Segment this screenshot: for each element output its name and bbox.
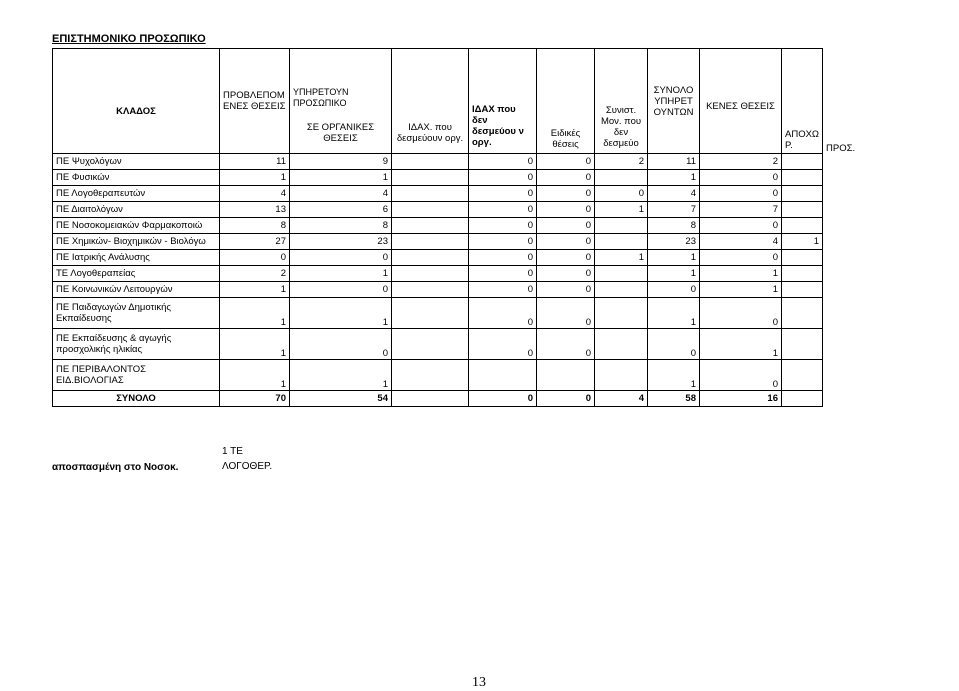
total-row (53, 391, 877, 407)
cell-synist (595, 298, 648, 329)
kladas-line-2: προσχολικής ηλικίας (56, 344, 143, 355)
cell-org: 23 (290, 234, 392, 250)
cell-apox: 1 (782, 234, 823, 250)
cell-org: 54 (290, 391, 392, 407)
cell-org: 1 (290, 360, 392, 391)
cell-synolo: 1 (648, 298, 700, 329)
cell-provl: 4 (220, 186, 290, 202)
cell-provl: 0 (220, 250, 290, 266)
kladas-line-1: ΠΕ ΠΕΡΙΒΑΛΟΝΤΟΣ (56, 364, 146, 375)
table-row (53, 266, 877, 282)
cell-apox (782, 360, 823, 391)
table-row (53, 234, 877, 250)
cell-idax_den: 0 (469, 250, 537, 266)
cell-kladas: ΠΕ Φυσικών (53, 170, 220, 186)
cell-kladas (53, 329, 220, 360)
cell-idax (392, 218, 469, 234)
cell-idax (392, 234, 469, 250)
cell-synist (595, 170, 648, 186)
header-kenes: ΚΕΝΕΣ ΘΕΣΕΙΣ (700, 49, 782, 154)
cell-synolo: 4 (648, 186, 700, 202)
cell-idax (392, 360, 469, 391)
cell-apox (782, 391, 823, 407)
cell-apox (782, 154, 823, 170)
cell-apox (782, 266, 823, 282)
cell-eidikes: 0 (537, 282, 595, 298)
header-ypiretoun: ΥΠΗΡΕΤΟΥΝ ΠΡΟΣΩΠΙΚΟ (293, 87, 349, 108)
cell-kenes: 0 (700, 298, 782, 329)
table-row (53, 360, 877, 391)
cell-pros (823, 266, 877, 282)
cell-provl: 1 (220, 329, 290, 360)
cell-org: 9 (290, 154, 392, 170)
cell-synist (595, 329, 648, 360)
cell-provl: 2 (220, 266, 290, 282)
cell-provl: 11 (220, 154, 290, 170)
header-kladas: ΚΛΑΔΟΣ (53, 49, 220, 154)
cell-provl: 8 (220, 218, 290, 234)
cell-idax_den: 0 (469, 202, 537, 218)
cell-synolo: 11 (648, 154, 700, 170)
cell-kladas (53, 360, 220, 391)
table-row (53, 282, 877, 298)
cell-idax_den: 0 (469, 298, 537, 329)
cell-org: 8 (290, 218, 392, 234)
header-pros: ΠΡΟΣ. (823, 49, 877, 154)
document-title: ΕΠΙΣΤΗΜΟΝΙΚΟ ΠΡΟΣΩΠΙΚΟ (52, 33, 206, 45)
cell-org: 4 (290, 186, 392, 202)
table-row (53, 329, 877, 360)
cell-provl: 1 (220, 282, 290, 298)
cell-synist: 0 (595, 186, 648, 202)
cell-eidikes: 0 (537, 266, 595, 282)
cell-kladas: ΠΕ Λογοθεραπευτών (53, 186, 220, 202)
table-row (53, 170, 877, 186)
cell-idax (392, 250, 469, 266)
cell-synist (595, 218, 648, 234)
cell-synist: 1 (595, 202, 648, 218)
cell-apox (782, 329, 823, 360)
table-row (53, 154, 877, 170)
cell-pros (823, 298, 877, 329)
cell-synolo: 0 (648, 329, 700, 360)
cell-eidikes: 0 (537, 170, 595, 186)
header-eidikes: Ειδικές θέσεις (537, 49, 595, 154)
cell-eidikes: 0 (537, 250, 595, 266)
cell-idax (392, 266, 469, 282)
cell-idax (392, 329, 469, 360)
cell-kenes: 16 (700, 391, 782, 407)
cell-eidikes: 0 (537, 154, 595, 170)
cell-idax (392, 391, 469, 407)
cell-idax_den: 0 (469, 154, 537, 170)
cell-kenes: 0 (700, 186, 782, 202)
table-row (53, 186, 877, 202)
cell-idax_den (469, 360, 537, 391)
cell-synist (595, 360, 648, 391)
header-organikes: ΥΠΗΡΕΤΟΥΝ ΠΡΟΣΩΠΙΚΟ ΣΕ ΟΡΓΑΝΙΚΕΣ ΘΕΣΕΙΣ (290, 49, 392, 154)
cell-idax_den: 0 (469, 329, 537, 360)
kladas-line-2: ΕΙΔ.ΒΙΟΛΟΓΙΑΣ (56, 375, 124, 386)
cell-pros (823, 170, 877, 186)
cell-idax_den: 0 (469, 266, 537, 282)
cell-provl: 13 (220, 202, 290, 218)
table-row (53, 218, 877, 234)
cell-eidikes (537, 360, 595, 391)
cell-kladas: ΠΕ Ψυχολόγων (53, 154, 220, 170)
cell-synolo: 7 (648, 202, 700, 218)
table-body (53, 49, 877, 407)
cell-total-label: ΣΥΝΟΛΟ (53, 391, 220, 407)
cell-synolo: 1 (648, 250, 700, 266)
cell-kenes: 0 (700, 170, 782, 186)
cell-pros (823, 218, 877, 234)
cell-apox (782, 298, 823, 329)
cell-kladas: ΠΕ Νοσοκομειακών Φαρμακοποιώ (53, 218, 220, 234)
cell-synolo: 1 (648, 170, 700, 186)
cell-kenes: 0 (700, 360, 782, 391)
cell-pros (823, 329, 877, 360)
cell-synist (595, 266, 648, 282)
cell-idax_den: 0 (469, 282, 537, 298)
cell-pros (823, 360, 877, 391)
cell-org: 1 (290, 298, 392, 329)
kladas-line-1: ΠΕ Παιδαγωγών Δημοτικής (56, 302, 172, 313)
header-idax-den: ΙΔΑΧ που δεν δεσμεύου ν οργ. (469, 49, 537, 154)
staff-table (52, 48, 877, 407)
page-number: 13 (472, 675, 486, 690)
footer-secondment: αποσπασμένη στο Νοσοκ. (52, 462, 179, 473)
table-row (53, 298, 877, 329)
cell-kenes: 1 (700, 266, 782, 282)
cell-synist: 2 (595, 154, 648, 170)
cell-pros (823, 186, 877, 202)
cell-synolo: 0 (648, 282, 700, 298)
cell-pros (823, 234, 877, 250)
cell-idax (392, 202, 469, 218)
cell-synolo: 1 (648, 360, 700, 391)
cell-kladas (53, 298, 220, 329)
cell-pros (823, 202, 877, 218)
cell-apox (782, 186, 823, 202)
cell-kladas: ΠΕ Διαιτολόγων (53, 202, 220, 218)
table-row (53, 250, 877, 266)
header-idax: ΙΔΑΧ. που δεσμεύουν οργ. (392, 49, 469, 154)
cell-pros (823, 391, 877, 407)
cell-provl: 1 (220, 170, 290, 186)
cell-org: 0 (290, 250, 392, 266)
cell-synist (595, 234, 648, 250)
cell-synolo: 8 (648, 218, 700, 234)
cell-kenes: 0 (700, 218, 782, 234)
cell-provl: 1 (220, 298, 290, 329)
cell-kenes: 1 (700, 282, 782, 298)
cell-pros (823, 154, 877, 170)
footer-note: 1 ΤΕ ΛΟΓΟΘΕΡ. (222, 446, 273, 472)
cell-idax_den: 0 (469, 170, 537, 186)
cell-kenes: 1 (700, 329, 782, 360)
cell-apox (782, 202, 823, 218)
cell-eidikes: 0 (537, 234, 595, 250)
cell-synolo: 1 (648, 266, 700, 282)
cell-provl: 27 (220, 234, 290, 250)
cell-kenes: 2 (700, 154, 782, 170)
table-row (53, 202, 877, 218)
cell-provl: 1 (220, 360, 290, 391)
header-synolo: ΣΥΝΟΛΟ ΥΠΗΡΕΤ ΟΥΝΤΩΝ (648, 49, 700, 154)
header-apoxor: ΑΠΟΧΩ Ρ. (782, 49, 823, 154)
cell-eidikes: 0 (537, 218, 595, 234)
cell-kenes: 4 (700, 234, 782, 250)
cell-org: 1 (290, 266, 392, 282)
cell-org: 1 (290, 170, 392, 186)
cell-apox (782, 250, 823, 266)
kladas-line-2: Εκπαίδευσης (56, 313, 112, 324)
cell-pros (823, 250, 877, 266)
cell-kladas: ΤΕ Λογοθεραπείας (53, 266, 220, 282)
cell-kladas: ΠΕ Ιατρικής Ανάλυσης (53, 250, 220, 266)
cell-eidikes: 0 (537, 391, 595, 407)
cell-idax (392, 186, 469, 202)
cell-org: 0 (290, 329, 392, 360)
cell-apox (782, 282, 823, 298)
cell-eidikes: 0 (537, 298, 595, 329)
cell-synist: 1 (595, 250, 648, 266)
cell-kenes: 7 (700, 202, 782, 218)
header-row (53, 49, 877, 154)
cell-idax_den: 0 (469, 218, 537, 234)
cell-org: 0 (290, 282, 392, 298)
cell-kladas: ΠΕ Κοινωνικών Λειτουργών (53, 282, 220, 298)
cell-idax (392, 282, 469, 298)
cell-eidikes: 0 (537, 202, 595, 218)
header-synist: Συνιστ. Μον. που δεν δεσμεύο (595, 49, 648, 154)
cell-kladas: ΠΕ Χημικών- Βιοχημικών - Βιολόγω (53, 234, 220, 250)
cell-apox (782, 218, 823, 234)
cell-idax_den: 0 (469, 391, 537, 407)
cell-kenes: 0 (700, 250, 782, 266)
cell-synolo: 58 (648, 391, 700, 407)
cell-idax (392, 170, 469, 186)
cell-pros (823, 282, 877, 298)
cell-idax (392, 298, 469, 329)
cell-synist: 4 (595, 391, 648, 407)
cell-synolo: 23 (648, 234, 700, 250)
cell-idax_den: 0 (469, 234, 537, 250)
cell-apox (782, 170, 823, 186)
cell-eidikes: 0 (537, 186, 595, 202)
cell-idax (392, 154, 469, 170)
kladas-line-1: ΠΕ Εκπαίδευσης & αγωγής (56, 333, 172, 344)
cell-org: 6 (290, 202, 392, 218)
cell-provl: 70 (220, 391, 290, 407)
header-provlepomenes: ΠΡΟΒΛΕΠΟΜ ΕΝΕΣ ΘΕΣΕΙΣ (220, 49, 290, 154)
cell-eidikes: 0 (537, 329, 595, 360)
cell-synist (595, 282, 648, 298)
cell-idax_den: 0 (469, 186, 537, 202)
